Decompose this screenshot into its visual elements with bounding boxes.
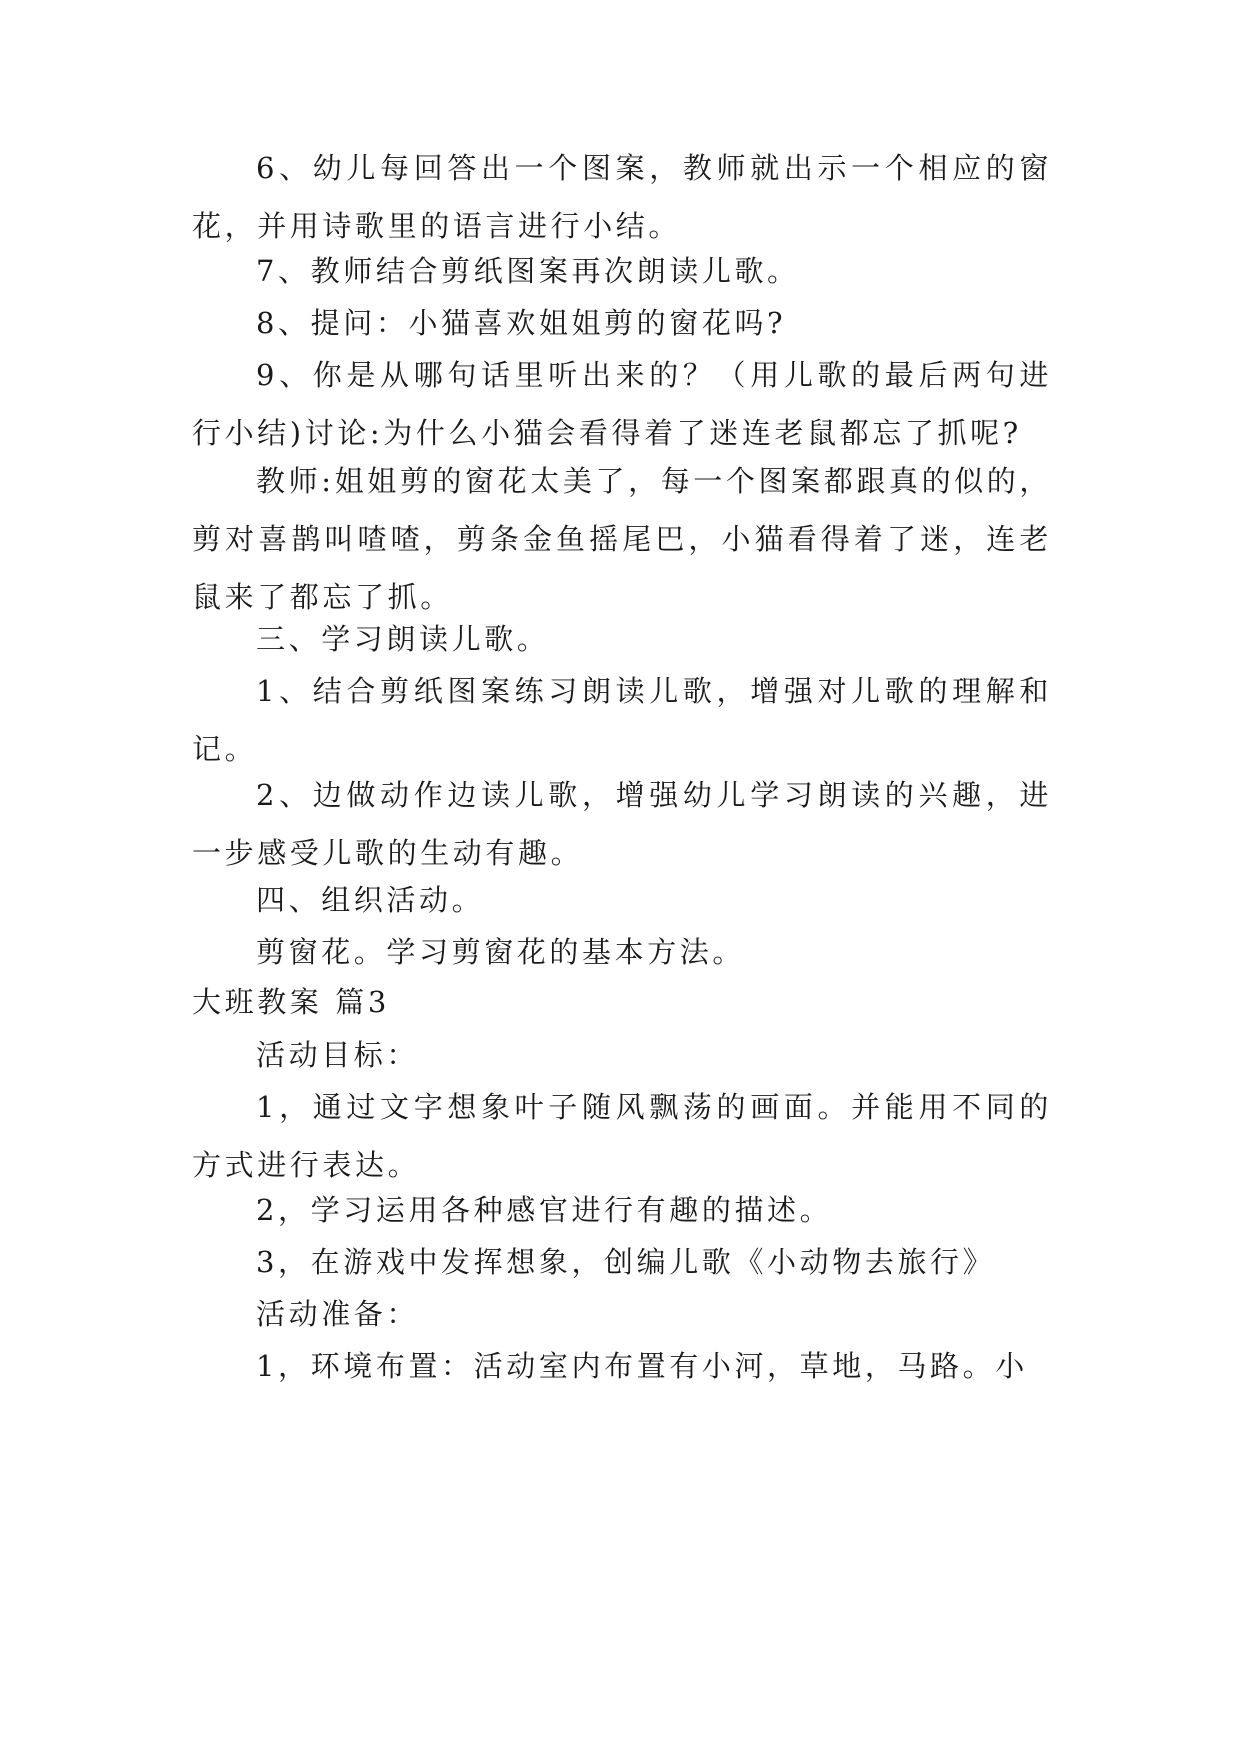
paragraph: 7、教师结合剪纸图案再次朗读儿歌。 <box>256 254 800 288</box>
paragraph: 8、提问：小猫喜欢姐姐剪的窗花吗? <box>256 306 787 340</box>
paragraph: 3，在游戏中发挥想象，创编儿歌《小动物去旅行》 <box>256 1245 996 1279</box>
paragraph: 9、你是从哪句话里听出来的？（用儿歌的最后两句进行小结)讨论:为什么小猫会看得着了迷连老鼠都忘了抓呢? <box>192 358 1052 450</box>
paragraph: 1、结合剪纸图案练习朗读儿歌，增强对儿歌的理解和记。 <box>192 674 1052 766</box>
paragraph: 1，环境布置：活动室内布置有小河，草地，马路。小 <box>256 1349 1028 1383</box>
paragraph: 活动目标： <box>256 1038 420 1072</box>
paragraph: 四、组织活动。 <box>256 883 485 917</box>
paragraph: 三、学习朗读儿歌。 <box>256 622 550 656</box>
paragraph: 2，学习运用各种感官进行有趣的描述。 <box>256 1193 833 1227</box>
paragraph: 教师:姐姐剪的窗花太美了，每一个图案都跟真的似的，剪对喜鹊叫喳喳，剪条金鱼摇尾巴，小猫看得着了迷，连老鼠来了都忘了抓。 <box>192 464 1052 614</box>
section-heading: 大班教案 篇3 <box>192 985 390 1019</box>
paragraph: 2、边做动作边读儿歌，增强幼儿学习朗读的兴趣，进一步感受儿歌的生动有趣。 <box>192 778 1052 870</box>
paragraph: 1，通过文字想象叶子随风飘荡的画面。并能用不同的方式进行表达。 <box>192 1090 1052 1182</box>
paragraph: 活动准备： <box>256 1297 420 1331</box>
paragraph: 剪窗花。学习剪窗花的基本方法。 <box>256 935 746 969</box>
paragraph: 6、幼儿每回答出一个图案，教师就出示一个相应的窗花，并用诗歌里的语言进行小结。 <box>192 151 1052 243</box>
